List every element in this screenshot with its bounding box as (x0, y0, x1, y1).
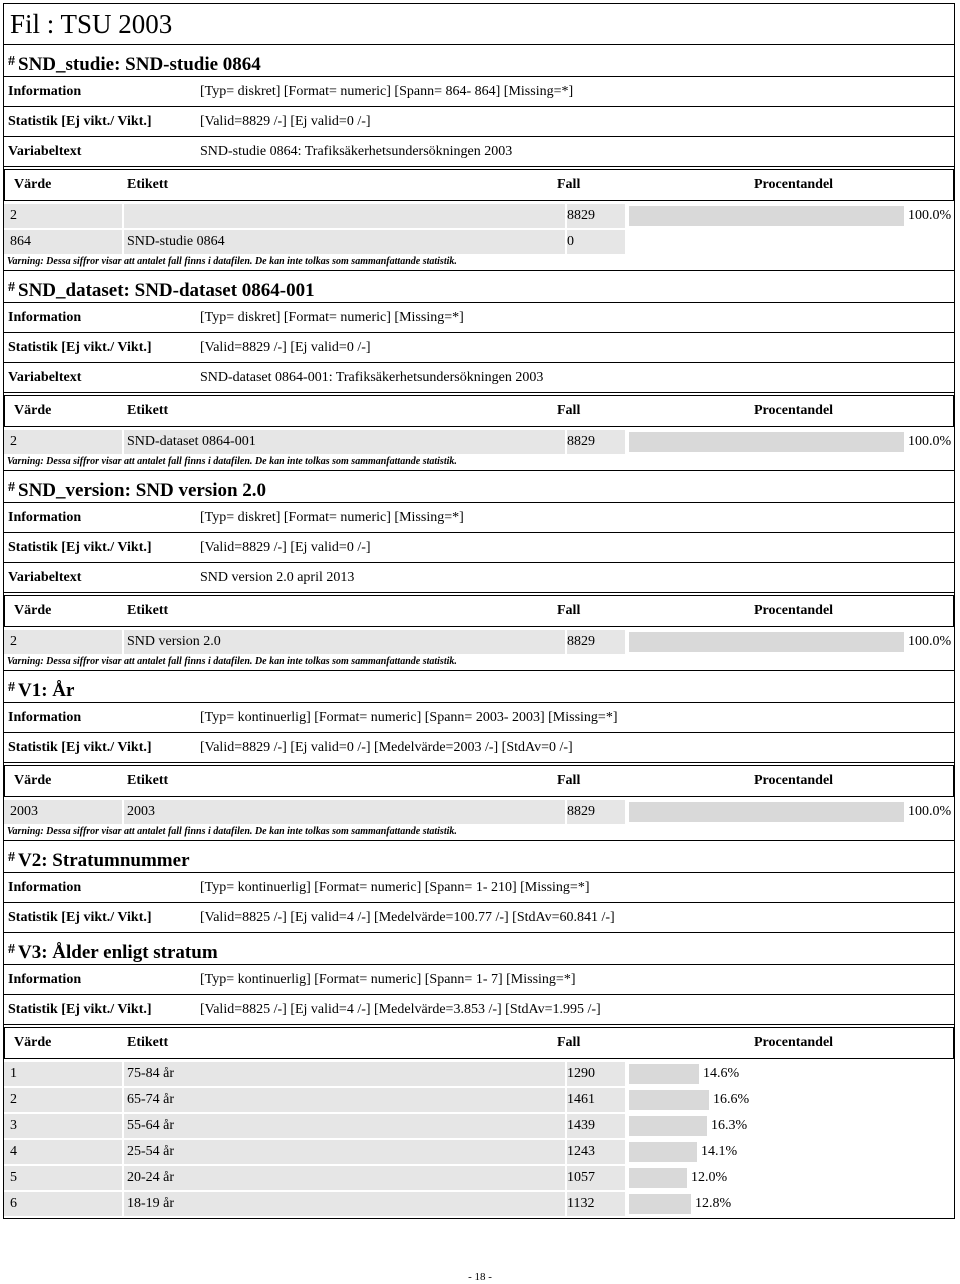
variable-title: V1: År (18, 680, 75, 701)
percent-bar (629, 432, 904, 452)
fall-cell: 8829 (567, 204, 625, 228)
percent-bar (629, 802, 904, 822)
variable-title: V2: Stratumnummer (18, 850, 190, 871)
fall-cell: 8829 (567, 800, 625, 824)
frequency-row (4, 1166, 954, 1190)
fall-header: Fall (557, 1035, 581, 1050)
frequency-row (4, 430, 954, 454)
frequency-row (4, 1140, 954, 1164)
statistik-value: [Valid=8829 /-] [Ej valid=0 /-] [Medelvärde=2003 /-] [StdAv=0 /-] (200, 740, 573, 755)
variable-title: SND_dataset: SND-dataset 0864-001 (18, 280, 315, 301)
percent-cell (629, 800, 954, 824)
percent-cell (629, 430, 954, 454)
frequency-row (4, 1088, 954, 1112)
file-title: Fil : TSU 2003 (3, 3, 955, 45)
hash-marker: # (8, 850, 15, 865)
varde-header: Värde (14, 177, 52, 192)
fall-header: Fall (557, 177, 581, 192)
varde-cell: 6 (4, 1192, 122, 1216)
procentandel-header: Procentandel (754, 603, 834, 618)
varde-header: Värde (14, 603, 52, 618)
variabeltext-label: Variabeltext (8, 144, 82, 159)
varde-cell: 4 (4, 1140, 122, 1164)
procentandel-header: Procentandel (754, 1035, 834, 1050)
statistik-label: Statistik [Ej vikt./ Vikt.] (8, 740, 152, 755)
variable-heading (3, 841, 955, 873)
variabeltext-label: Variabeltext (8, 370, 82, 385)
varde-cell: 2003 (4, 800, 122, 824)
frequency-table (3, 593, 955, 671)
fall-cell: 8829 (567, 630, 625, 654)
information-value: [Typ= kontinuerlig] [Format= numeric] [Spann= 2003- 2003] [Missing=*] (200, 710, 618, 725)
fall-cell: 8829 (567, 430, 625, 454)
statistik-row (3, 333, 955, 363)
percent-cell (629, 230, 954, 254)
varde-cell: 2 (4, 630, 122, 654)
varde-header: Värde (14, 403, 52, 418)
statistik-row (3, 733, 955, 763)
statistik-value: [Valid=8829 /-] [Ej valid=0 /-] (200, 340, 371, 355)
percent-label: 12.8% (695, 1196, 732, 1211)
percent-bar (629, 1194, 691, 1214)
variabeltext-row (3, 563, 955, 593)
frequency-header (4, 595, 954, 627)
etikett-header: Etikett (127, 603, 169, 618)
percent-bar (629, 1064, 699, 1084)
etikett-header: Etikett (127, 177, 169, 192)
variable-heading (3, 471, 955, 503)
etikett-cell: 55-64 år (124, 1114, 565, 1138)
statistik-row (3, 533, 955, 563)
percent-cell (629, 1062, 954, 1086)
fall-cell: 1132 (567, 1192, 625, 1216)
statistik-label: Statistik [Ej vikt./ Vikt.] (8, 340, 152, 355)
variable-heading (3, 933, 955, 965)
varde-cell: 864 (4, 230, 122, 254)
information-label: Information (8, 84, 82, 99)
information-value: [Typ= diskret] [Format= numeric] [Missing=*] (200, 310, 464, 325)
percent-bar (629, 1142, 697, 1162)
percent-cell (629, 1088, 954, 1112)
fall-header: Fall (557, 603, 581, 618)
variabeltext-value: SND version 2.0 april 2013 (200, 570, 355, 585)
varde-cell: 3 (4, 1114, 122, 1138)
statistik-row (3, 903, 955, 933)
percent-bar (629, 632, 904, 652)
percent-bar (629, 1090, 709, 1110)
information-value: [Typ= diskret] [Format= numeric] [Missing=*] (200, 510, 464, 525)
information-label: Information (8, 310, 82, 325)
varde-cell: 2 (4, 430, 122, 454)
variable-title: SND_studie: SND-studie 0864 (18, 54, 261, 75)
variabeltext-label: Variabeltext (8, 570, 82, 585)
etikett-cell: SND version 2.0 (124, 630, 565, 654)
codebook-page (3, 3, 955, 1219)
fall-cell: 1243 (567, 1140, 625, 1164)
etikett-cell (124, 204, 565, 228)
percent-cell (629, 630, 954, 654)
statistik-value: [Valid=8829 /-] [Ej valid=0 /-] (200, 114, 371, 129)
warning-text: Varning: Dessa siffror visar att antalet fall finns i datafilen. De kan inte tolkas som sammanfattande statistik. (7, 826, 457, 837)
variabeltext-row (3, 363, 955, 393)
information-row (3, 873, 955, 903)
percent-cell (629, 204, 954, 228)
varde-header: Värde (14, 773, 52, 788)
varde-header: Värde (14, 1035, 52, 1050)
variabeltext-row (3, 137, 955, 167)
etikett-cell: SND-studie 0864 (124, 230, 565, 254)
percent-label: 12.0% (691, 1170, 728, 1185)
etikett-header: Etikett (127, 773, 169, 788)
statistik-value: [Valid=8825 /-] [Ej valid=4 /-] [Medelvärde=3.853 /-] [StdAv=1.995 /-] (200, 1002, 601, 1017)
varde-cell: 2 (4, 204, 122, 228)
hash-marker: # (8, 54, 15, 69)
frequency-row (4, 1192, 954, 1216)
information-row (3, 703, 955, 733)
frequency-table (3, 763, 955, 841)
fall-cell: 0 (567, 230, 625, 254)
procentandel-header: Procentandel (754, 177, 834, 192)
procentandel-header: Procentandel (754, 403, 834, 418)
etikett-cell: 25-54 år (124, 1140, 565, 1164)
hash-marker: # (8, 680, 15, 695)
varde-cell: 1 (4, 1062, 122, 1086)
fall-cell: 1057 (567, 1166, 625, 1190)
percent-cell (629, 1166, 954, 1190)
percent-cell (629, 1114, 954, 1138)
frequency-row (4, 1062, 954, 1086)
information-label: Information (8, 710, 82, 725)
etikett-cell: 2003 (124, 800, 565, 824)
statistik-value: [Valid=8825 /-] [Ej valid=4 /-] [Medelvärde=100.77 /-] [StdAv=60.841 /-] (200, 910, 615, 925)
frequency-row (4, 204, 954, 228)
statistik-row (3, 995, 955, 1025)
variable-title: V3: Ålder enligt stratum (18, 942, 218, 963)
variable-heading (3, 45, 955, 77)
fall-cell: 1439 (567, 1114, 625, 1138)
etikett-cell: 20-24 år (124, 1166, 565, 1190)
hash-marker: # (8, 480, 15, 495)
fall-cell: 1290 (567, 1062, 625, 1086)
percent-label: 100.0% (908, 804, 952, 819)
hash-marker: # (8, 942, 15, 957)
frequency-row (4, 630, 954, 654)
frequency-header (4, 765, 954, 797)
information-row (3, 303, 955, 333)
varde-cell: 2 (4, 1088, 122, 1112)
procentandel-header: Procentandel (754, 773, 834, 788)
etikett-cell: SND-dataset 0864-001 (124, 430, 565, 454)
information-label: Information (8, 880, 82, 895)
percent-bar (629, 1168, 687, 1188)
information-value: [Typ= kontinuerlig] [Format= numeric] [Spann= 1- 7] [Missing=*] (200, 972, 576, 987)
information-row (3, 77, 955, 107)
information-row (3, 503, 955, 533)
percent-label: 14.6% (703, 1066, 740, 1081)
information-value: [Typ= diskret] [Format= numeric] [Spann= 864- 864] [Missing=*] (200, 84, 574, 99)
warning-text: Varning: Dessa siffror visar att antalet fall finns i datafilen. De kan inte tolkas som sammanfattande statistik. (7, 456, 457, 467)
statistik-label: Statistik [Ej vikt./ Vikt.] (8, 540, 152, 555)
frequency-header (4, 169, 954, 201)
warning-text: Varning: Dessa siffror visar att antalet fall finns i datafilen. De kan inte tolkas som sammanfattande statistik. (7, 256, 457, 267)
frequency-header (4, 395, 954, 427)
information-row (3, 965, 955, 995)
variable-heading (3, 671, 955, 703)
percent-cell (629, 1140, 954, 1164)
percent-bar (629, 1116, 707, 1136)
fall-header: Fall (557, 773, 581, 788)
percent-bar (629, 206, 904, 226)
percent-label: 100.0% (908, 208, 952, 223)
percent-cell (629, 1192, 954, 1216)
statistik-value: [Valid=8829 /-] [Ej valid=0 /-] (200, 540, 371, 555)
frequency-row (4, 1114, 954, 1138)
information-label: Information (8, 972, 82, 987)
fall-header: Fall (557, 403, 581, 418)
frequency-header (4, 1027, 954, 1059)
percent-label: 14.1% (701, 1144, 738, 1159)
frequency-row (4, 230, 954, 254)
variabeltext-value: SND-studie 0864: Trafiksäkerhetsundersökningen 2003 (200, 144, 513, 159)
statistik-label: Statistik [Ej vikt./ Vikt.] (8, 1002, 152, 1017)
etikett-cell: 18-19 år (124, 1192, 565, 1216)
variable-heading (3, 271, 955, 303)
information-label: Information (8, 510, 82, 525)
percent-label: 100.0% (908, 434, 952, 449)
information-value: [Typ= kontinuerlig] [Format= numeric] [Spann= 1- 210] [Missing=*] (200, 880, 590, 895)
frequency-table (3, 167, 955, 271)
statistik-row (3, 107, 955, 137)
etikett-header: Etikett (127, 1035, 169, 1050)
etikett-header: Etikett (127, 403, 169, 418)
etikett-cell: 75-84 år (124, 1062, 565, 1086)
warning-text: Varning: Dessa siffror visar att antalet fall finns i datafilen. De kan inte tolkas som sammanfattande statistik. (7, 656, 457, 667)
percent-label: 16.3% (711, 1118, 748, 1133)
varde-cell: 5 (4, 1166, 122, 1190)
variabeltext-value: SND-dataset 0864-001: Trafiksäkerhetsundersökningen 2003 (200, 370, 544, 385)
frequency-row (4, 800, 954, 824)
frequency-table (3, 1025, 955, 1219)
page-number: - 18 - (468, 1271, 492, 1283)
variable-title: SND_version: SND version 2.0 (18, 480, 267, 501)
percent-label: 16.6% (713, 1092, 750, 1107)
statistik-label: Statistik [Ej vikt./ Vikt.] (8, 114, 152, 129)
hash-marker: # (8, 280, 15, 295)
fall-cell: 1461 (567, 1088, 625, 1112)
statistik-label: Statistik [Ej vikt./ Vikt.] (8, 910, 152, 925)
percent-label: 100.0% (908, 634, 952, 649)
etikett-cell: 65-74 år (124, 1088, 565, 1112)
frequency-table (3, 393, 955, 471)
